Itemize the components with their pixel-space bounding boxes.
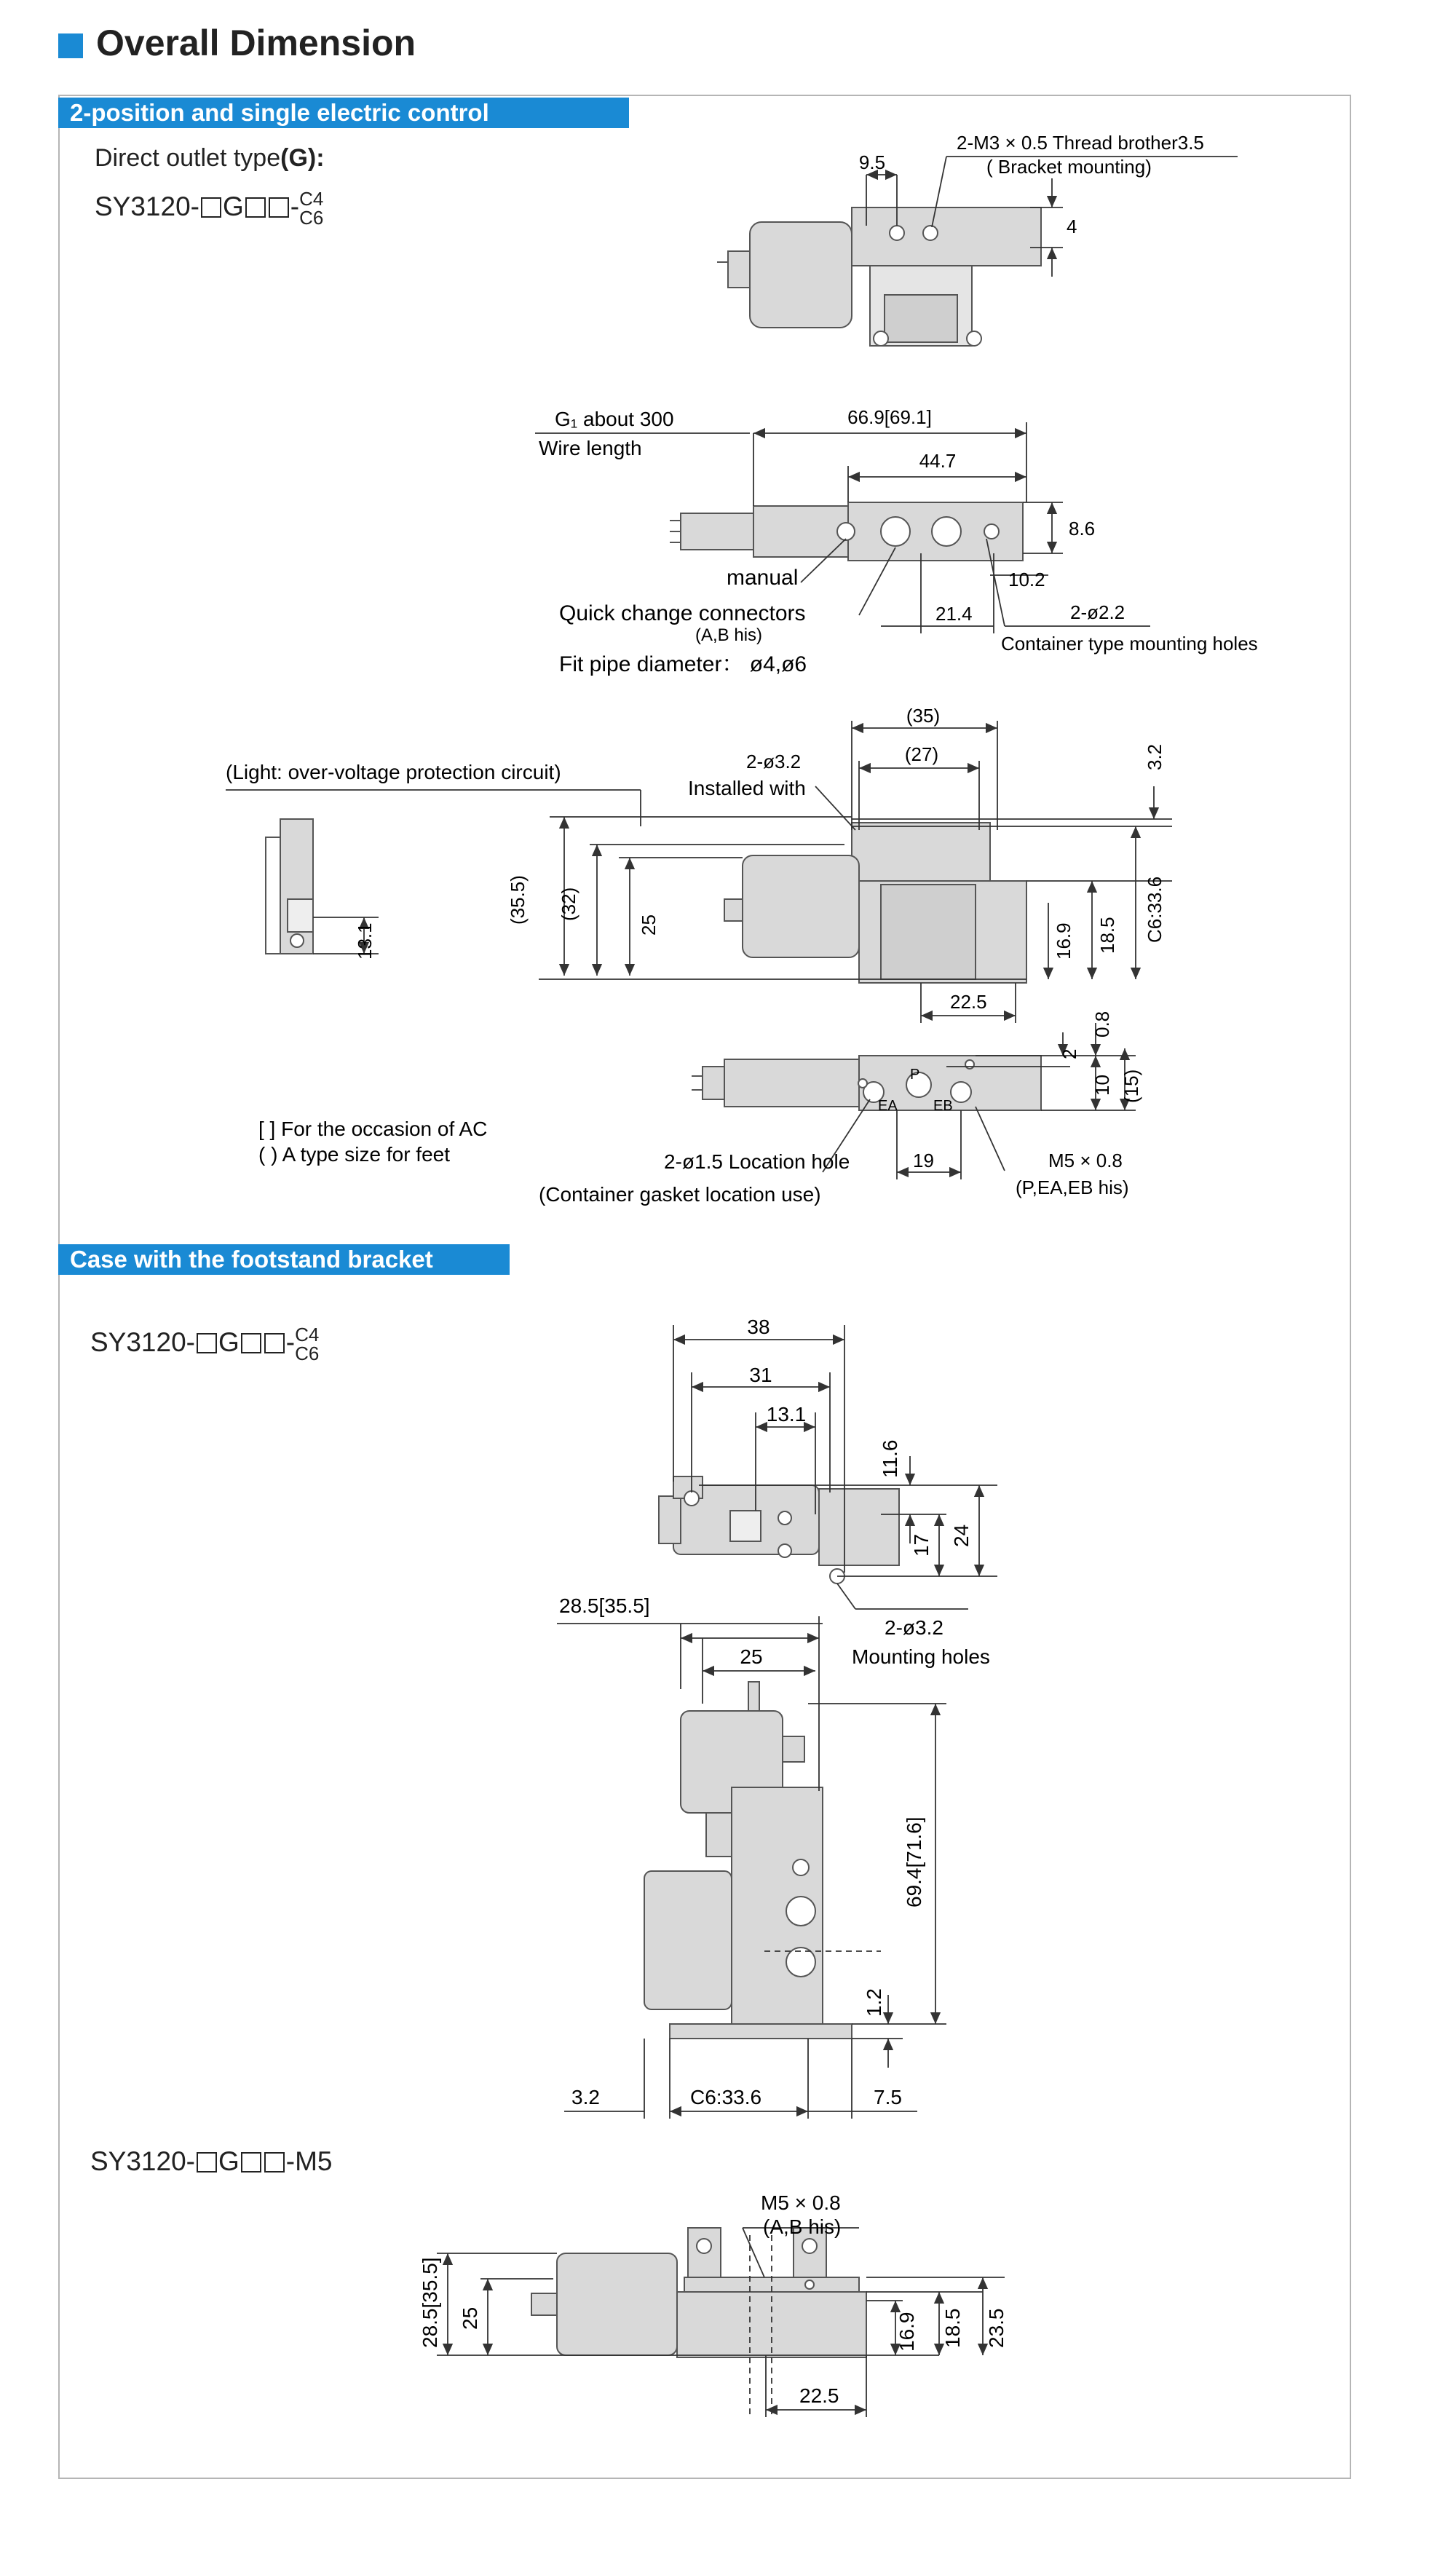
dim-1-2: 1.2 (863, 1988, 885, 2017)
dim-16-9: 16.9 (1053, 922, 1075, 960)
dim-3-2: 3.2 (571, 2086, 600, 2108)
dim-2-phi-2-2: 2-ø2.2 (1070, 601, 1125, 623)
mount-hole-icon (290, 934, 304, 947)
model-dash: - (285, 1327, 296, 1357)
model-suffix: -M5 (285, 2146, 333, 2176)
dim-13-1: 13.1 (354, 922, 376, 960)
label-quick-change: Quick change connectors (559, 601, 806, 625)
label-light-protection: (Light: over-voltage protection circuit) (226, 761, 561, 783)
mount-hole-icon (890, 226, 904, 240)
drawing-side-view (670, 502, 1023, 561)
manual-button-icon (837, 523, 855, 540)
drawing-top-view (717, 207, 1041, 346)
model-sub: C6 (299, 207, 324, 229)
dim-23-5: 23.5 (985, 2308, 1008, 2348)
connector-pin (748, 1682, 759, 1715)
label-m5-thread: M5 × 0.8 (1048, 1150, 1123, 1171)
drawing-footstand-top (659, 1476, 899, 1584)
port-icon (778, 1511, 791, 1525)
dim-c6-33-6: C6:33.6 (1144, 876, 1166, 943)
drawing-bottom-view (692, 1056, 1041, 1110)
model-sup: C4 (299, 188, 324, 210)
mount-hole-icon (802, 2239, 817, 2253)
dim-17: 17 (910, 1533, 933, 1557)
dim-22-5: 22.5 (950, 991, 987, 1013)
page-title: Overall Dimension (96, 23, 416, 63)
port-ea-label: EA (878, 1098, 898, 1114)
drawing-m5-variant (531, 2228, 866, 2357)
dim-15: (15) (1120, 1069, 1142, 1103)
connector-bottom (703, 1067, 724, 1099)
dim-2-phi-3-2: 2-ø3.2 (746, 751, 802, 772)
coil-bottom (724, 1059, 859, 1107)
bracket-top (852, 823, 990, 881)
model-mid: G (218, 2146, 240, 2176)
label-manual: manual (727, 566, 799, 590)
dim-32: (32) (558, 887, 579, 921)
mount-hole-icon (923, 226, 938, 240)
note-feet: ( ) A type size for feet (258, 1143, 451, 1166)
model-sup: C4 (295, 1324, 320, 1345)
dim-27: (27) (904, 743, 939, 765)
model-prefix: SY3120- (95, 191, 199, 221)
port-eb-label: EB (933, 1098, 953, 1114)
dim-31: 31 (749, 1364, 772, 1386)
dim-0-8: 0.8 (1091, 1011, 1113, 1037)
port-icon (778, 1544, 791, 1557)
dim-22-5: 22.5 (799, 2384, 839, 2407)
label-installed-with: Installed with (688, 777, 806, 799)
valve-body-top (852, 207, 1041, 266)
dim-44-7: 44.7 (919, 450, 957, 472)
label-wire-length: Wire length (539, 437, 642, 459)
label-container-holes: Container type mounting holes (1001, 633, 1258, 655)
dim-13-1: 13.1 (766, 1403, 807, 1426)
dim-16-9: 16.9 (895, 2312, 918, 2352)
wire-lead (681, 513, 753, 550)
label-wire-about: G₁ about 300 (555, 408, 674, 430)
coil-body (750, 222, 852, 328)
dim-2-phi-3-2: 2-ø3.2 (885, 1616, 943, 1639)
subtitle-prefix: Direct outlet type (95, 144, 281, 172)
label-bracket-mounting: ( Bracket mounting) (986, 156, 1152, 178)
mount-hole-icon (793, 1859, 809, 1875)
foot-bracket (670, 2024, 852, 2039)
dim-2: 2 (1059, 1048, 1080, 1059)
port-b-icon (932, 517, 961, 546)
coil-connector (728, 251, 750, 288)
mount-hole-icon (874, 331, 888, 346)
location-hole-icon (858, 1079, 867, 1088)
port-icon (786, 1897, 815, 1926)
coil-front (743, 855, 859, 957)
coil-side (753, 506, 848, 557)
dim-10-2: 10.2 (1008, 569, 1045, 590)
port-eb-icon (951, 1082, 971, 1102)
dim-10: 10 (1091, 1075, 1113, 1096)
port-a-icon (881, 517, 910, 546)
fitting-front (644, 1871, 732, 2009)
label-ab-his: (A,B his) (695, 625, 763, 645)
label-p-ea-eb: (P,EA,EB his) (1016, 1177, 1129, 1198)
dim-25: 25 (459, 2306, 481, 2330)
dim-24: 24 (950, 1524, 973, 1547)
label-m5-thread: M5 × 0.8 (761, 2191, 841, 2214)
label-location-hole: 2-ø1.5 Location hole (664, 1150, 850, 1173)
dim-35-5: (35.5) (507, 875, 529, 925)
dim-11-6: 11.6 (879, 1439, 901, 1478)
model-mid: G (223, 191, 244, 221)
dim-3-2: 3.2 (1144, 743, 1166, 770)
model-mid: G (218, 1327, 240, 1357)
drawing-footstand-front (644, 1682, 852, 2039)
label-gasket-location: (Container gasket location use) (539, 1183, 821, 1206)
dim-4: 4 (1067, 216, 1077, 237)
dim-28-5: 28.5[35.5] (419, 2257, 441, 2348)
body-top-footstand (819, 1489, 899, 1565)
model-prefix: SY3120- (90, 1327, 195, 1357)
dim-25: 25 (740, 1645, 763, 1668)
dim-9-5: 9.5 (858, 151, 886, 173)
label-fit-pipe: Fit pipe diameter： ø4,ø6 (559, 652, 807, 676)
connector-front (724, 899, 743, 921)
model-dash: - (290, 191, 300, 221)
dim-66-9: 66.9[69.1] (847, 406, 932, 428)
dim-35: (35) (906, 705, 941, 727)
location-hole-icon (965, 1060, 974, 1069)
drawing-front-view (266, 819, 1026, 983)
dim-18-5: 18.5 (941, 2308, 964, 2348)
port-icon (786, 1948, 815, 1977)
dim-19: 19 (913, 1150, 934, 1171)
dim-21-4: 21.4 (935, 603, 973, 625)
mount-hole-icon (967, 331, 981, 346)
model-prefix: SY3120- (90, 2146, 195, 2176)
dim-25: 25 (638, 914, 660, 936)
dim-18-5: 18.5 (1096, 917, 1118, 954)
dim-28-5: 28.5[35.5] (559, 1594, 650, 1617)
section1-header-bar: 2-position and single electric control (58, 98, 629, 128)
mount-hole-icon (684, 1491, 699, 1506)
coil-m5 (557, 2253, 677, 2355)
label-thread: 2-M3 × 0.5 Thread brother3.5 (957, 132, 1204, 154)
dim-8-6: 8.6 (1069, 518, 1096, 539)
note-ac: [ ] For the occasion of AC (258, 1118, 488, 1140)
port-p-label: P (910, 1067, 920, 1083)
label-mounting-holes: Mounting holes (852, 1645, 990, 1668)
mount-hole-icon (984, 524, 999, 539)
dim-c6-33-6: C6:33.6 (690, 2086, 762, 2108)
section2-header-bar: Case with the footstand bracket (58, 1244, 510, 1275)
dim-7-5: 7.5 (874, 2086, 902, 2108)
mount-hole-icon (697, 2239, 711, 2253)
subtitle-code: (G): (280, 144, 325, 172)
dim-69-4: 69.4[71.6] (903, 1816, 925, 1907)
label-ab-his: (A,B his) (763, 2215, 842, 2238)
model-sub: C6 (295, 1343, 320, 1364)
dim-38: 38 (747, 1316, 770, 1338)
